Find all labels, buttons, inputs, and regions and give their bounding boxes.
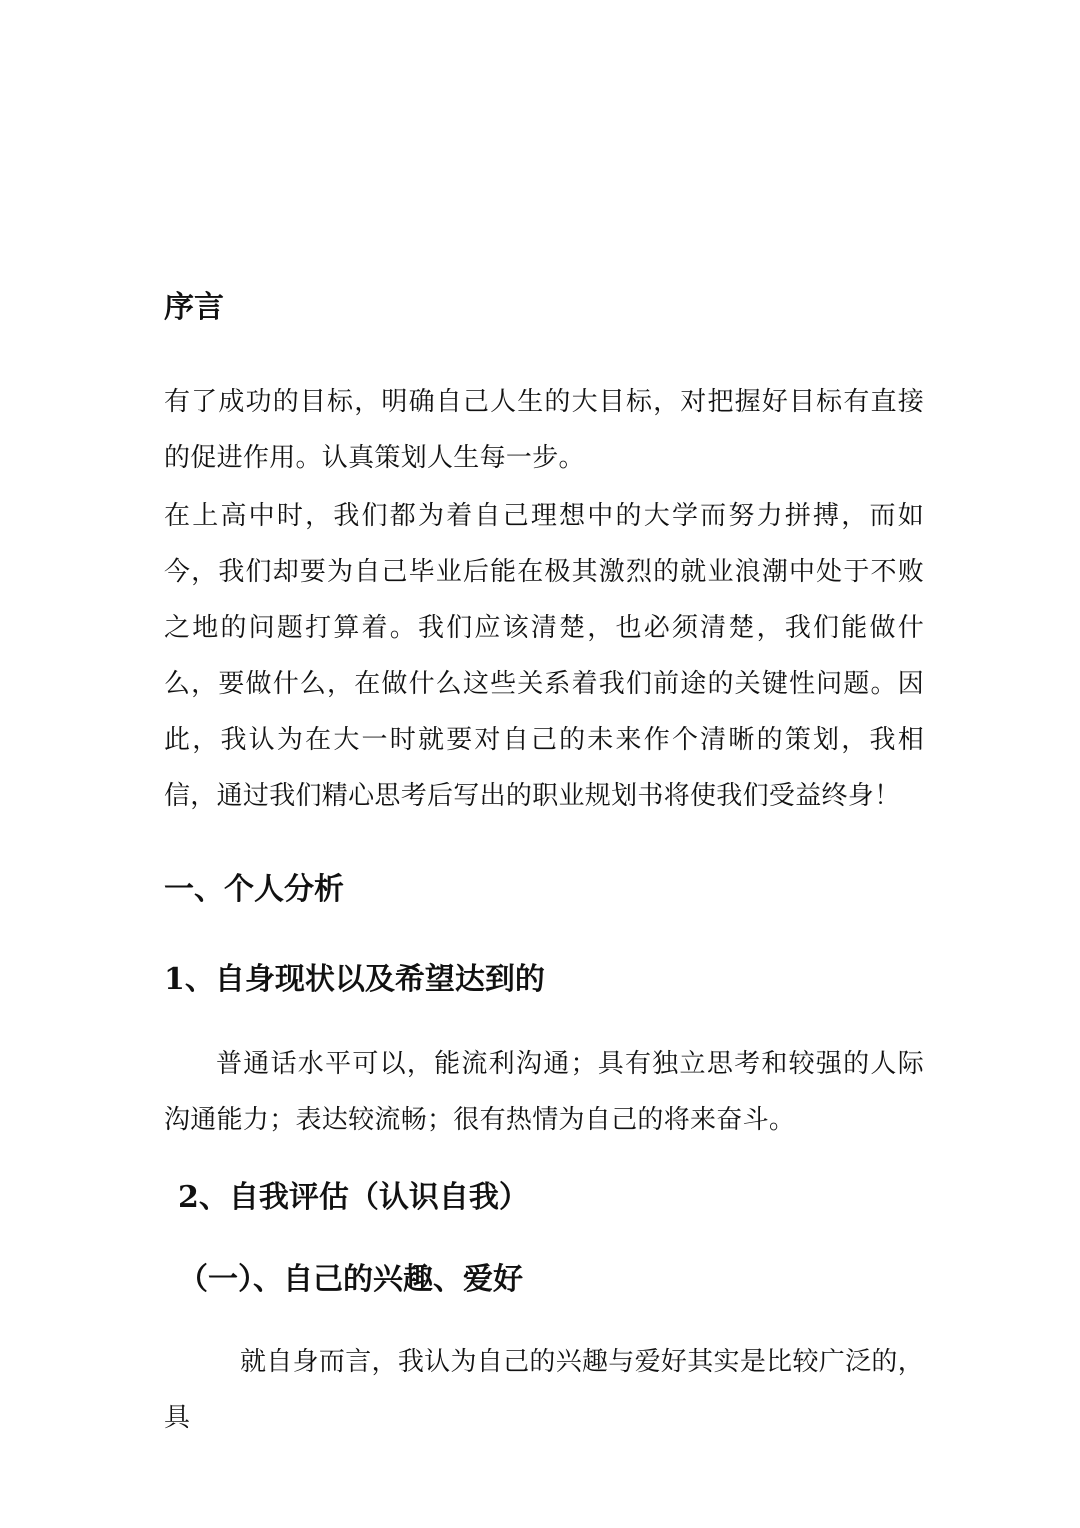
subsubsection-heading-interests: （一）、自己的兴趣、爱好 bbox=[178, 1262, 523, 1297]
subsection-heading-self-assessment: 2、自我评估（认识自我） bbox=[178, 1180, 529, 1215]
intro-paragraph: 有了成功的目标，明确自己人生的大目标，对把握好目标有直接的促进作用。认真策划人生每一步。 bbox=[164, 387, 924, 473]
section-heading-personal-analysis: 一、个人分析 bbox=[164, 872, 344, 907]
subsection-heading-current-status: 1、自身现状以及希望达到的 bbox=[164, 962, 545, 997]
current-status-paragraph: 普通话水平可以，能流利沟通；具有独立思考和较强的人际沟通能力；表达较流畅；很有热情为自己的将来奋斗。 bbox=[164, 1049, 924, 1135]
document-title: 序言 bbox=[164, 290, 224, 325]
motivation-paragraph: 在上高中时，我们都为着自己理想中的大学而努力拼搏，而如今，我们却要为自己毕业后能在极其激烈的就业浪潮中处于不败之地的问题打算着。我们应该清楚，也必须清楚，我们能做什么，要做什么，在做什么这些关系着我们前途的关键性问题。因此，我认为在大一时就要对自己的未来作个清晰的策划，我相信，通过我们精心思考后写出的职业规划书将使我们受益终身！ bbox=[164, 501, 924, 811]
interests-paragraph: 就自身而言，我认为自己的兴趣与爱好其实是比较广泛的，具 bbox=[164, 1347, 924, 1433]
